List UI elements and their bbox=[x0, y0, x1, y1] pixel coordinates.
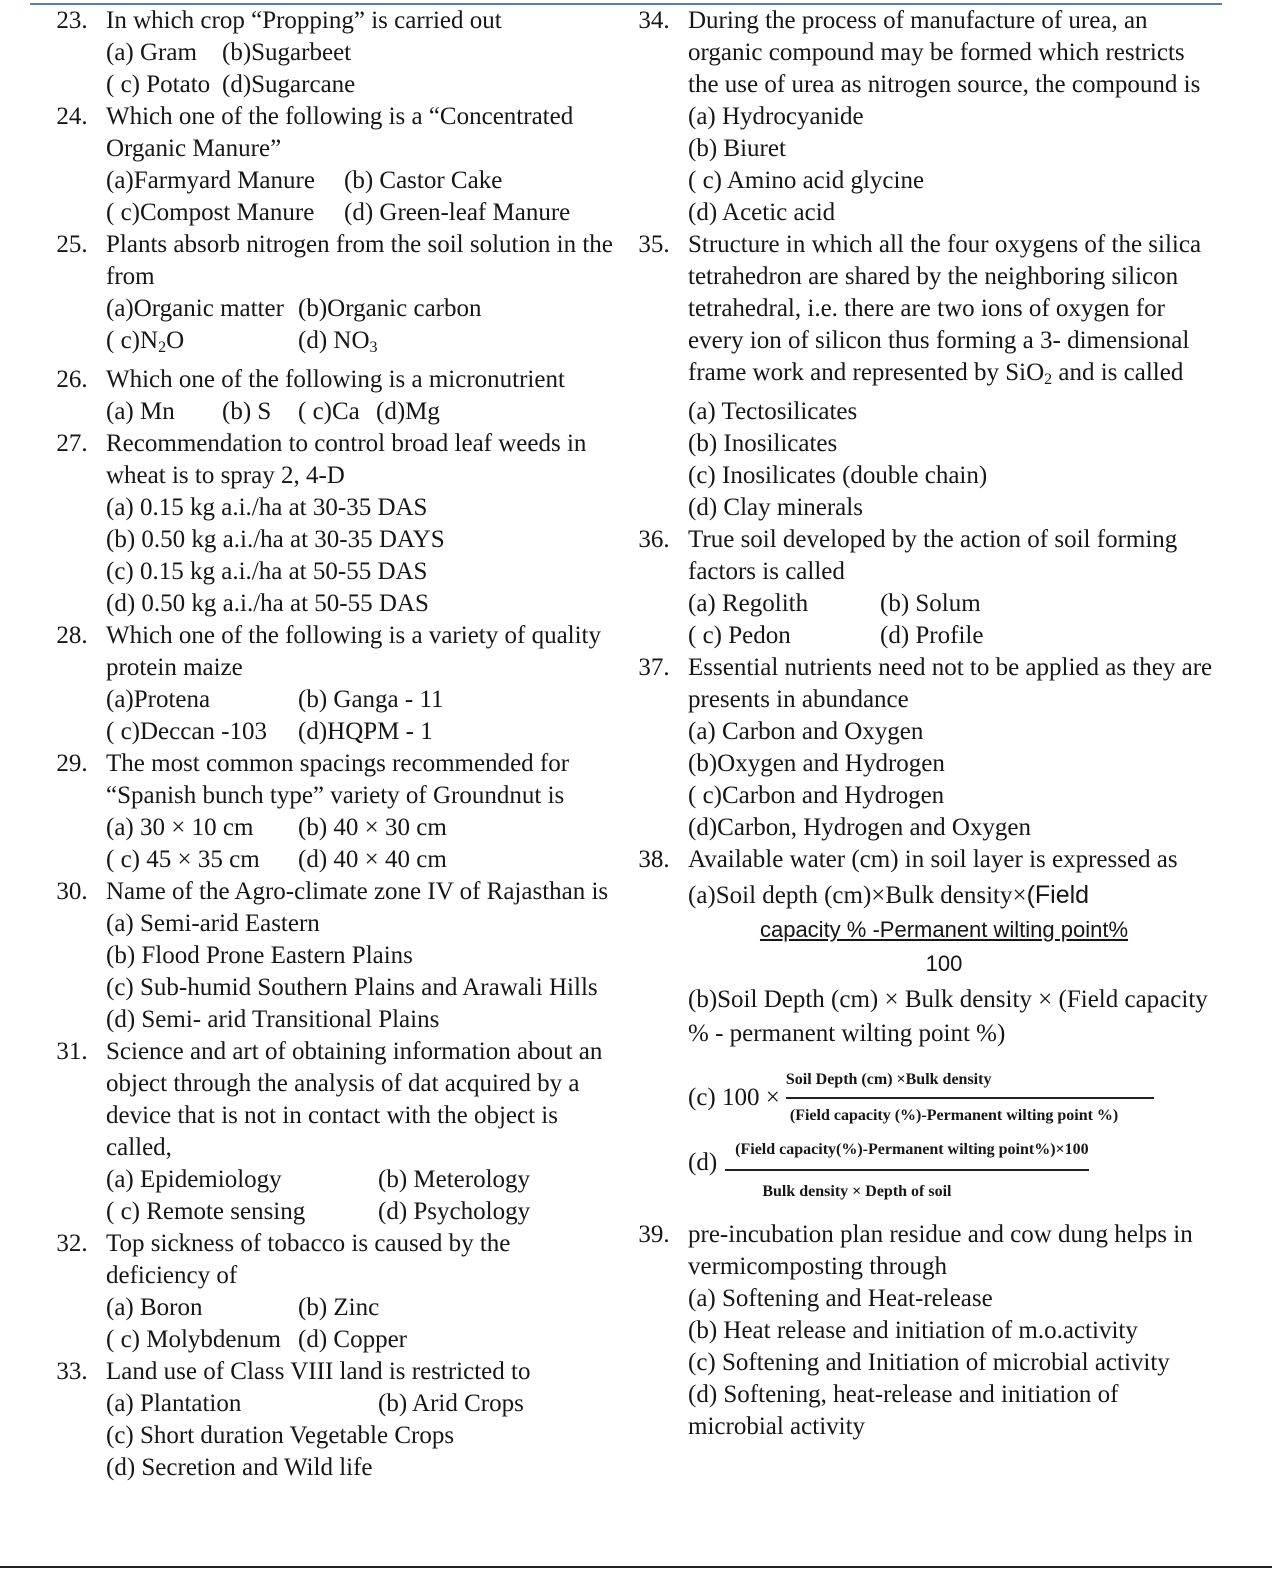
option-b: (b) Flood Prone Eastern Plains bbox=[106, 942, 413, 969]
question-number: 28. bbox=[56, 622, 88, 649]
option-a: (a) Semi-arid Eastern bbox=[106, 910, 320, 937]
question-39 bbox=[620, 1219, 1220, 1443]
option-a: (a) Hydrocyanide bbox=[688, 103, 864, 130]
option-b: (b) S bbox=[222, 398, 272, 425]
option-a: (a) Carbon and Oxygen bbox=[688, 718, 924, 745]
option-row bbox=[106, 396, 618, 428]
option-d: (d) Softening, heat-release and initiation of microbial activity bbox=[688, 1381, 1119, 1440]
question-36 bbox=[620, 524, 1220, 652]
option-a: (a) Plantation bbox=[106, 1390, 242, 1417]
formula-a-denominator: 100 bbox=[925, 951, 963, 976]
option-a: (a) Boron bbox=[106, 1294, 203, 1321]
question-32 bbox=[38, 1228, 618, 1356]
option-c: ( $c)N_2O$ bbox=[106, 327, 185, 356]
question-number: 30. bbox=[56, 878, 88, 905]
question-number: 34. bbox=[638, 7, 670, 34]
question-38 bbox=[620, 844, 1220, 1203]
option-b: (b) 0.50 kg a.i./ha at 30-35 DAYS bbox=[106, 526, 445, 553]
option-c: ( c) Amino acid glycine bbox=[688, 167, 925, 194]
question-text: Land use of Class VIII land is restricted to bbox=[106, 1358, 531, 1385]
question-29 bbox=[38, 748, 618, 876]
left-column bbox=[38, 5, 618, 1484]
question-text: Which one of the following is a “Concentrated Organic Manure” bbox=[106, 103, 574, 162]
question-text: Structure in which all the four oxygens of the silica tetrahedron are shared by the neighboring silicon tetrahedral, i.e. there are two ions of oxygen for every ion of silicon thus forming a 3- dimensional frame work and represented by SiO$_2$ and is called bbox=[688, 231, 1202, 388]
option-d: (d) Psychology bbox=[378, 1198, 531, 1225]
question-number: 25. bbox=[56, 231, 88, 258]
option-row bbox=[106, 325, 618, 364]
option-a: (a) Softening and Heat-release bbox=[688, 1285, 993, 1312]
option-d: (d) Profile bbox=[880, 622, 984, 649]
question-number: 38. bbox=[638, 846, 670, 873]
option-row bbox=[688, 620, 1220, 652]
question-35 bbox=[620, 229, 1220, 524]
question-30 bbox=[38, 876, 618, 1036]
option-a: (a) 0.15 kg a.i./ha at 30-35 DAS bbox=[106, 494, 428, 521]
option-a: (a)Protena bbox=[106, 686, 211, 713]
option-c: (c) Sub-humid Southern Plains and Arawali Hills bbox=[106, 974, 598, 1001]
question-text: During the process of manufacture of urea, an organic compound may be formed which restricts the use of urea as nitrogen source, the compound is bbox=[688, 7, 1201, 98]
option-d: (d)Carbon, Hydrogen and Oxygen bbox=[688, 814, 1031, 841]
option-row bbox=[106, 197, 618, 229]
option-c: ( c) 45 × 35 cm bbox=[106, 846, 260, 873]
option-b: (b) Biuret bbox=[688, 135, 786, 162]
option-b: (b) Inosilicates bbox=[688, 430, 838, 457]
question-text: Available water (cm) in soil layer is expressed as bbox=[688, 846, 1178, 873]
option-c: (c) Softening and Initiation of microbial activity bbox=[688, 1349, 1170, 1376]
formula-d-fraction: $\frac{\text{(Field capacity(\%)-Permanent wilting point\%)×100}}{\text{Bulk density × Depth of soil}}$ bbox=[725, 1139, 1089, 1203]
question-text: Plants absorb nitrogen from the soil solution in the from bbox=[106, 231, 613, 290]
question-27 bbox=[38, 428, 618, 620]
option-b: (b) Zinc bbox=[298, 1294, 380, 1321]
question-28 bbox=[38, 620, 618, 748]
option-row bbox=[106, 37, 618, 69]
question-24 bbox=[38, 101, 618, 229]
option-d: (d) Secretion and Wild life bbox=[106, 1454, 373, 1481]
question-number: 23. bbox=[56, 7, 88, 34]
option-c: (c) 0.15 kg a.i./ha at 50-55 DAS bbox=[106, 558, 428, 585]
question-number: 26. bbox=[56, 366, 88, 393]
question-number: 33. bbox=[56, 1358, 88, 1385]
question-text: Which one of the following is a variety of quality protein maize bbox=[106, 622, 602, 681]
right-column bbox=[620, 5, 1220, 1443]
option-a: (a) Epidemiology bbox=[106, 1166, 282, 1193]
question-number: 31. bbox=[56, 1038, 88, 1065]
question-31 bbox=[38, 1036, 618, 1228]
option-a: (a)Organic matter bbox=[106, 295, 284, 322]
question-number: 36. bbox=[638, 526, 670, 553]
option-c: (c) 100 × $\frac{\text{Soil Depth (cm) ×Bulk density}}{\text{(Field capacity (\%)-Permanent wilting point \%)}}$ bbox=[688, 1069, 1220, 1127]
option-a: (a) Tectosilicates bbox=[688, 398, 858, 425]
option-row bbox=[106, 844, 618, 876]
option-b: (b) Ganga - 11 bbox=[298, 686, 444, 713]
option-c: ( c) Potato bbox=[106, 71, 211, 98]
question-text: True soil developed by the action of soil forming factors is called bbox=[688, 526, 1178, 585]
option-row bbox=[106, 1388, 618, 1420]
question-number: 35. bbox=[638, 231, 670, 258]
question-text: Essential nutrients need not to be applied as they are presents in abundance bbox=[688, 654, 1213, 713]
option-d: (d) 40 × 40 cm bbox=[298, 846, 447, 873]
option-d: (d) $NO_3$ bbox=[298, 327, 378, 356]
question-number: 27. bbox=[56, 430, 88, 457]
question-34 bbox=[620, 5, 1220, 229]
option-b: (b) Arid Crops bbox=[378, 1390, 524, 1417]
option-d: (d) Clay minerals bbox=[688, 494, 863, 521]
option-row bbox=[688, 588, 1220, 620]
option-d: (d)Mg bbox=[376, 398, 440, 425]
option-b: (b) Meterology bbox=[378, 1166, 531, 1193]
option-c: (c) Short duration Vegetable Crops bbox=[106, 1422, 455, 1449]
option-a: (a)Soil depth (cm)×Bulk density×(Field capacity % -Permanent wilting point% 100 bbox=[688, 878, 1220, 981]
question-text: The most common spacings recommended for “Spanish bunch type” variety of Groundnut is bbox=[106, 750, 570, 809]
option-d: (d) $\frac{\text{(Field capacity(\%)-Permanent wilting point\%)×100}}{\text{Bulk density × Depth of soil}}$ bbox=[688, 1139, 1220, 1203]
option-a: (a) 30 × 10 cm bbox=[106, 814, 254, 841]
option-row bbox=[106, 69, 618, 101]
option-row bbox=[106, 684, 618, 716]
question-text: Recommendation to control broad leaf weeds in wheat is to spray 2, 4-D bbox=[106, 430, 587, 489]
question-23 bbox=[38, 5, 618, 101]
option-row bbox=[106, 165, 618, 197]
option-b: (b) Solum bbox=[880, 590, 981, 617]
option-d: (d) Acetic acid bbox=[688, 199, 836, 226]
question-33 bbox=[38, 1356, 618, 1484]
question-26 bbox=[38, 364, 618, 428]
option-c: ( c) Remote sensing bbox=[106, 1198, 306, 1225]
option-a: (a) Mn bbox=[106, 398, 175, 425]
option-b: (b) Castor Cake bbox=[344, 167, 503, 194]
bottom-rule bbox=[0, 1566, 1272, 1568]
option-b: (b)Organic carbon bbox=[298, 295, 482, 322]
question-37 bbox=[620, 652, 1220, 844]
option-row bbox=[106, 1292, 618, 1324]
question-25 bbox=[38, 229, 618, 364]
option-row bbox=[106, 1164, 618, 1196]
option-c: ( c) Molybdenum bbox=[106, 1326, 281, 1353]
question-text: Science and art of obtaining information about an object through the analysis of dat acquired by a device that is not in contact with the object is called, bbox=[106, 1038, 603, 1161]
option-b: (b)Sugarbeet bbox=[222, 39, 352, 66]
option-a: (a)Farmyard Manure bbox=[106, 167, 315, 194]
option-row bbox=[106, 293, 618, 325]
option-b: (b) 40 × 30 cm bbox=[298, 814, 447, 841]
option-d: (d)Sugarcane bbox=[222, 71, 356, 98]
formula-a-numerator: capacity % -Permanent wilting point% bbox=[759, 917, 1129, 942]
question-text: Top sickness of tobacco is caused by the deficiency of bbox=[106, 1230, 511, 1289]
option-d: (d) Semi- arid Transitional Plains bbox=[106, 1006, 440, 1033]
option-c: (c) Inosilicates (double chain) bbox=[688, 462, 988, 489]
option-row bbox=[106, 716, 618, 748]
question-text: Which one of the following is a micronutrient bbox=[106, 366, 565, 393]
question-number: 29. bbox=[56, 750, 88, 777]
question-number: 32. bbox=[56, 1230, 88, 1257]
option-d: (d)HQPM - 1 bbox=[298, 718, 433, 745]
option-row bbox=[106, 812, 618, 844]
question-text: pre-incubation plan residue and cow dung helps in vermicomposting through bbox=[688, 1221, 1193, 1280]
option-c: ( c)Ca bbox=[298, 398, 360, 425]
option-a: (a) Regolith bbox=[688, 590, 809, 617]
option-d: (d) Copper bbox=[298, 1326, 407, 1353]
option-d: (d) 0.50 kg a.i./ha at 50-55 DAS bbox=[106, 590, 429, 617]
option-d: (d) Green-leaf Manure bbox=[344, 199, 571, 226]
question-text: Name of the Agro-climate zone IV of Rajasthan is bbox=[106, 878, 609, 905]
question-number: 37. bbox=[638, 654, 670, 681]
option-c: ( c)Carbon and Hydrogen bbox=[688, 782, 945, 809]
option-c: ( c) Pedon bbox=[688, 622, 791, 649]
question-text: In which crop “Propping” is carried out bbox=[106, 7, 502, 34]
question-number: 24. bbox=[56, 103, 88, 130]
option-a: (a) Gram bbox=[106, 39, 197, 66]
option-c: ( c)Compost Manure bbox=[106, 199, 315, 226]
option-c: ( c)Deccan -103 bbox=[106, 718, 268, 745]
option-b: (b)Oxygen and Hydrogen bbox=[688, 750, 945, 777]
option-b: (b) Heat release and initiation of m.o.activity bbox=[688, 1317, 1138, 1344]
question-number: 39. bbox=[638, 1221, 670, 1248]
option-row bbox=[106, 1196, 618, 1228]
formula-c-fraction: $\frac{\text{Soil Depth (cm) ×Bulk density}}{\text{(Field capacity (\%)-Permanent wilting point \%)}}$ bbox=[786, 1069, 1154, 1127]
option-row bbox=[106, 1324, 618, 1356]
option-b: (b)Soil Depth (cm) × Bulk density × (Field capacity % - permanent wilting point %) bbox=[688, 986, 1208, 1047]
